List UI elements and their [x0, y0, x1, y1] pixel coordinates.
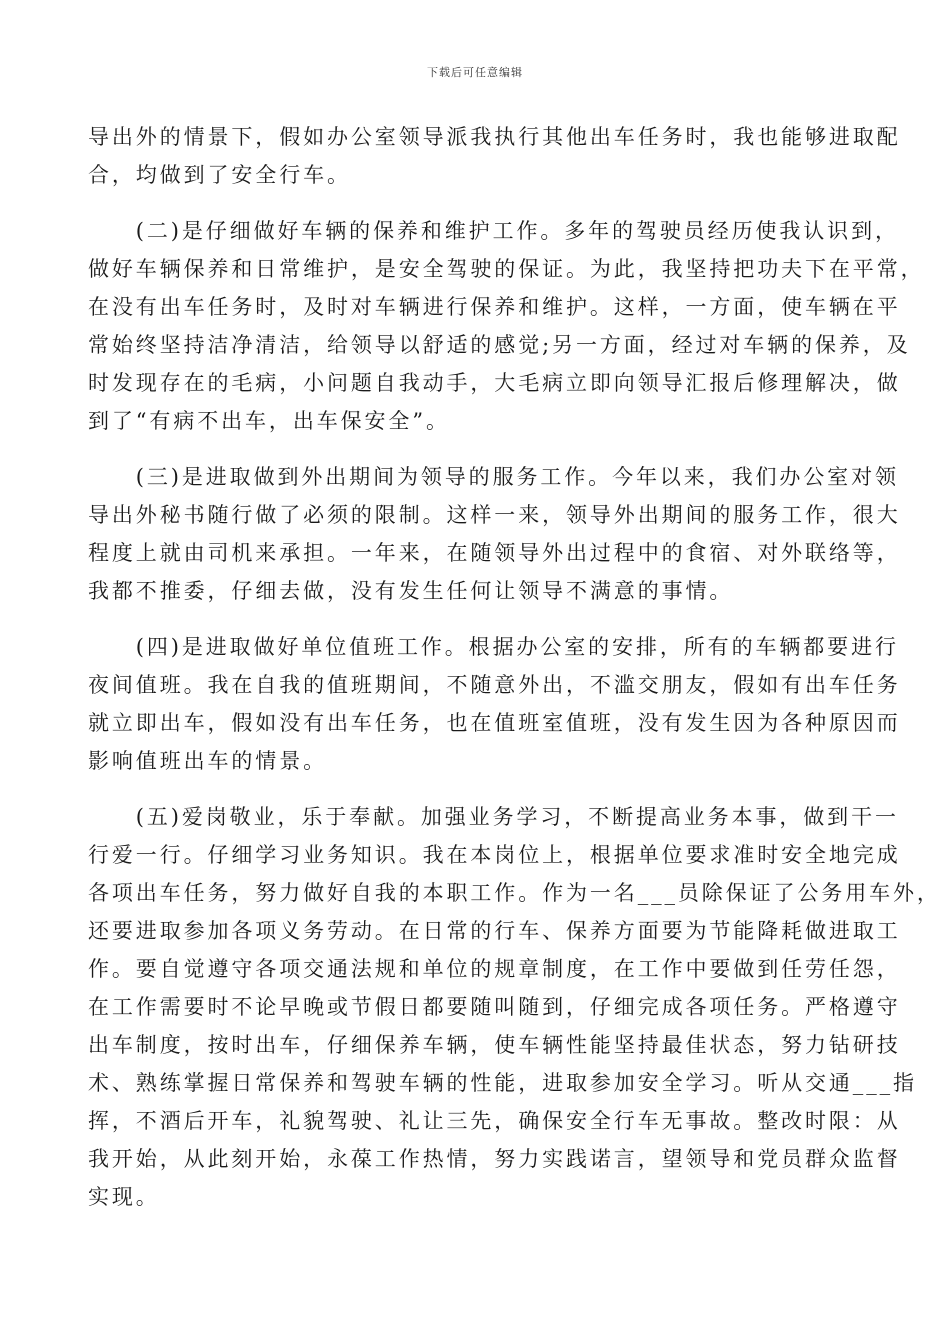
text-line: 还要进取参加各项义务劳动。在日常的行车、保养方面要为节能降耗做进取工: [88, 919, 901, 943]
text-line: 就立即出车，假如没有出车任务，也在值班室值班，没有发生因为各种原因而: [88, 711, 901, 735]
text-line: (四)是进取做好单位值班工作。根据办公室的安排，所有的车辆都要进行: [88, 635, 899, 659]
text-line: 到了“有病不出车，出车保安全”。: [88, 409, 450, 433]
text-line: 时发现存在的毛病，小问题自我动手，大毛病立即向领导汇报后修理解决，做: [88, 371, 901, 395]
text-line: 术、熟练掌握日常保养和驾驶车辆的性能，进取参加安全学习。听从交通___指: [88, 1071, 917, 1095]
text-line: 我开始，从此刻开始，永葆工作热情，努力实践诺言，望领导和党员群众监督: [88, 1147, 901, 1171]
text-line: 实现。: [88, 1185, 160, 1209]
text-line: 影响值班出车的情景。: [88, 749, 327, 773]
text-line: 出车制度，按时出车，仔细保养车辆，使车辆性能坚持最佳状态，努力钻研技: [88, 1033, 901, 1057]
paragraph-vehicle-maintenance: [88, 212, 925, 440]
paragraph-dedication: [88, 798, 941, 1216]
text-line: 程度上就由司机来承担。一年来，在随领导外出过程中的食宿、对外联络等，: [88, 541, 901, 565]
text-line: 做好车辆保养和日常维护，是安全驾驶的保证。为此，我坚持把功夫下在平常，: [88, 257, 925, 281]
text-line: 我都不推委，仔细去做，没有发生任何让领导不满意的事情。: [88, 579, 734, 603]
text-line: 导出外的情景下，假如办公室领导派我执行其他出车任务时，我也能够进取配: [88, 125, 901, 149]
text-line: 常始终坚持洁净清洁，给领导以舒适的感觉;另一方面，经过对车辆的保养，及: [88, 333, 911, 357]
text-line: 在工作需要时不论早晚或节假日都要随叫随到，仔细完成各项任务。严格遵守: [88, 995, 901, 1019]
paragraph-continuation: [88, 118, 901, 194]
text-line: 在没有出车任务时，及时对车辆进行保养和维护。这样，一方面，使车辆在平: [88, 295, 901, 319]
text-line: (三)是进取做到外出期间为领导的服务工作。今年以来，我们办公室对领: [88, 465, 899, 489]
page-header: 下载后可任意编辑: [427, 66, 523, 79]
document-body: [88, 118, 941, 1216]
text-line: 合，均做到了安全行车。: [88, 163, 351, 187]
text-line: 各项出车任务，努力做好自我的本职工作。作为一名___员除保证了公务用车外，: [88, 881, 941, 905]
text-line: 作。要自觉遵守各项交通法规和单位的规章制度，在工作中要做到任劳任怨，: [88, 957, 901, 981]
paragraph-duty-shift: [88, 628, 901, 780]
text-line: (二)是仔细做好车辆的保养和维护工作。多年的驾驶员经历使我认识到，: [88, 219, 899, 243]
text-line: 夜间值班。我在自我的值班期间，不随意外出，不滥交朋友，假如有出车任务: [88, 673, 901, 697]
text-line: 行爱一行。仔细学习业务知识。我在本岗位上，根据单位要求准时安全地完成: [88, 843, 901, 867]
paragraph-travel-service: [88, 458, 901, 610]
text-line: 导出外秘书随行做了必须的限制。这样一来，领导外出期间的服务工作，很大: [88, 503, 901, 527]
text-line: 挥，不酒后开车，礼貌驾驶、礼让三先，确保安全行车无事故。整改时限：从: [88, 1109, 901, 1133]
text-line: (五)爱岗敬业，乐于奉献。加强业务学习，不断提高业务本事，做到干一: [88, 805, 899, 829]
